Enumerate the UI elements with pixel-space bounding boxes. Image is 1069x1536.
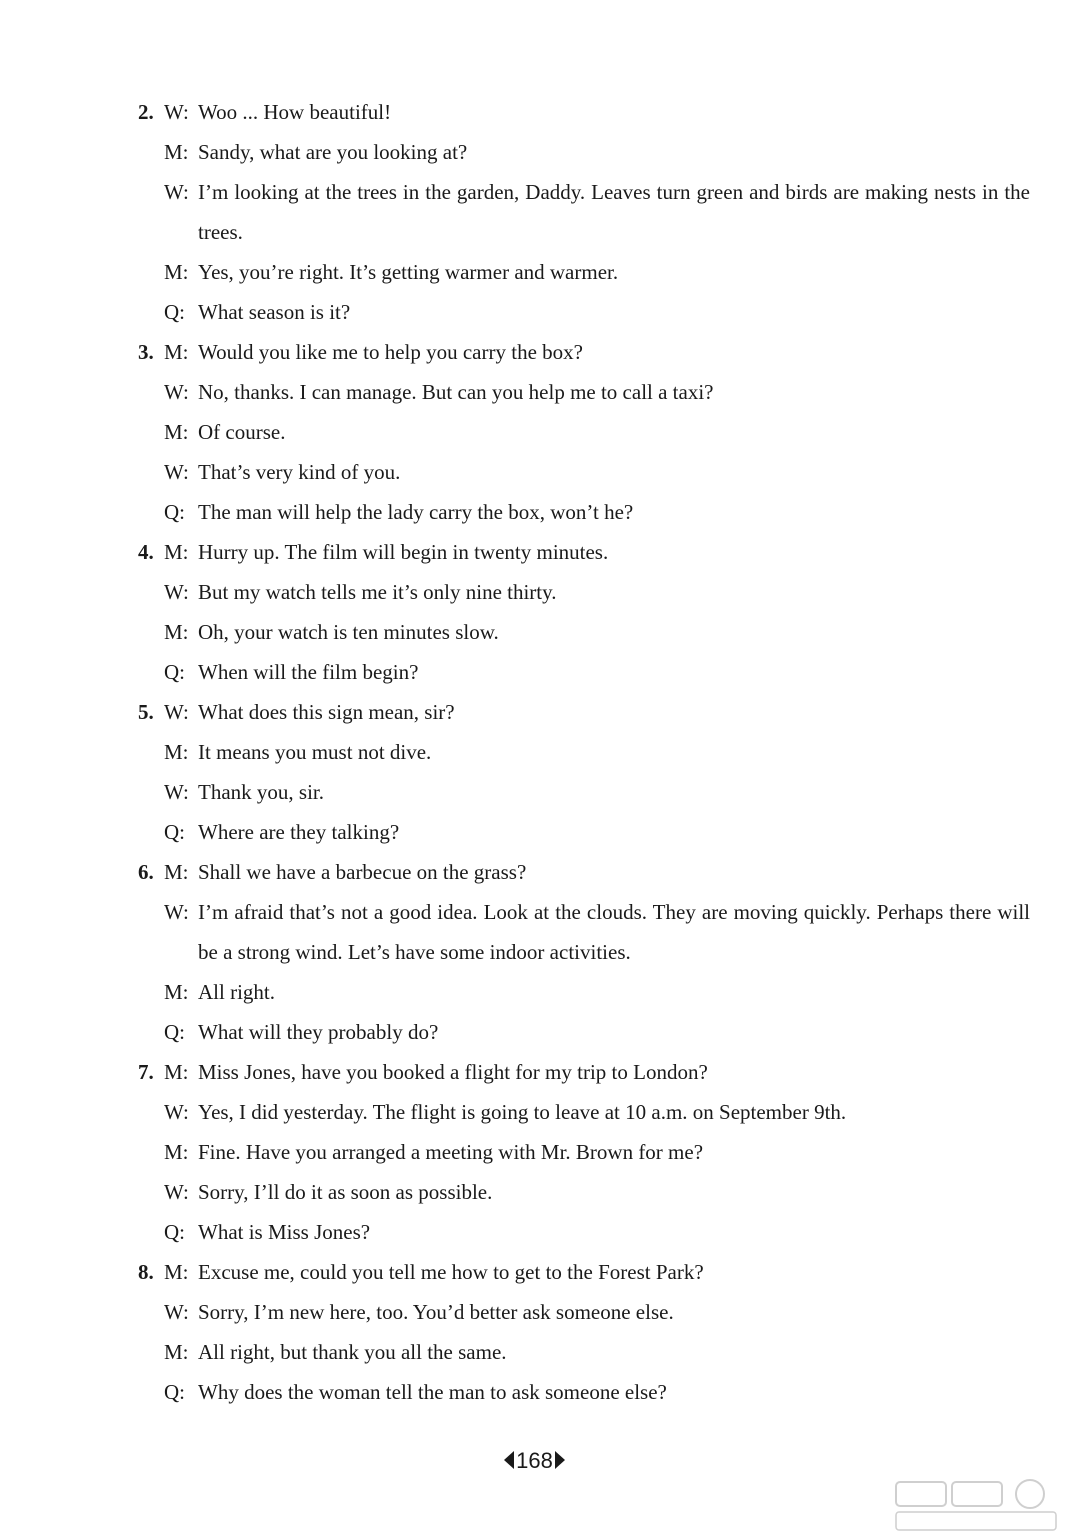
dialogue-line [138, 1292, 1030, 1332]
dialogue-text: Why does the woman tell the man to ask someone else? [198, 1380, 667, 1404]
speaker-label: Q: [164, 1020, 185, 1044]
dialogue-item [138, 332, 1030, 532]
dialogue-line [138, 572, 1030, 612]
dialogue-line [138, 1172, 1030, 1212]
dialogue-text: Yes, I did yesterday. The flight is going to leave at 10 a.m. on September 9th. [198, 1100, 847, 1124]
dialogue-line [138, 92, 1030, 132]
page-number-text: 168 [516, 1448, 553, 1473]
speaker-label: W: [164, 100, 189, 124]
dialogue-item [138, 92, 1030, 332]
speaker-label: M: [164, 260, 189, 284]
dialogue-text: When will the film begin? [198, 660, 419, 684]
speaker-label: M: [164, 1340, 189, 1364]
dialogue-text: No, thanks. I can manage. But can you help me to call a taxi? [198, 380, 714, 404]
speaker-label: M: [164, 420, 189, 444]
dialogue-line [138, 1132, 1030, 1172]
dialogue-text: Woo ... How beautiful! [198, 100, 392, 124]
dialogue-line [138, 772, 1030, 812]
dialogue-text: Hurry up. The film will begin in twenty minutes. [198, 540, 609, 564]
speaker-label: M: [164, 140, 189, 164]
speaker-label: M: [164, 620, 189, 644]
dialogue-line [138, 532, 1030, 572]
dialogue-line [138, 1052, 1030, 1092]
speaker-label: M: [164, 860, 189, 884]
dialogue-line [138, 492, 1030, 532]
dialogue-text: All right, but thank you all the same. [198, 1340, 507, 1364]
dialogue-line [138, 452, 1030, 492]
dialogue-line [138, 732, 1030, 772]
speaker-label: Q: [164, 1220, 185, 1244]
dialogue-line [138, 652, 1030, 692]
dialogue-text: Would you like me to help you carry the box? [198, 340, 583, 364]
watermark-logo [892, 1478, 1062, 1534]
dialogue-text: Of course. [198, 420, 286, 444]
question-number: 6. [138, 860, 154, 884]
speaker-label: M: [164, 540, 189, 564]
dialogue-text: Sorry, I’m new here, too. You’d better ask someone else. [198, 1300, 674, 1324]
dialogue-text: Oh, your watch is ten minutes slow. [198, 620, 499, 644]
speaker-label: W: [164, 460, 189, 484]
speaker-label: Q: [164, 500, 185, 524]
dialogue-text: It means you must not dive. [198, 740, 432, 764]
dialogue-item [138, 1252, 1030, 1412]
dialogue-line [138, 1252, 1030, 1292]
dialogue-line [138, 1092, 1030, 1132]
speaker-label: M: [164, 340, 189, 364]
dialogue-line [138, 1332, 1030, 1372]
speaker-label: W: [164, 700, 189, 724]
dialogue-item [138, 852, 1030, 1052]
right-triangle-icon [555, 1451, 565, 1469]
dialogue-text: Excuse me, could you tell me how to get to the Forest Park? [198, 1260, 704, 1284]
dialogue-line [138, 692, 1030, 732]
speaker-label: Q: [164, 1380, 185, 1404]
speaker-label: Q: [164, 300, 185, 324]
dialogue-line [138, 1372, 1030, 1412]
dialogue-text: What season is it? [198, 300, 351, 324]
dialogue-text: Sorry, I’ll do it as soon as possible. [198, 1180, 493, 1204]
dialogue-text: Fine. Have you arranged a meeting with Mr. Brown for me? [198, 1140, 704, 1164]
question-number: 5. [138, 700, 154, 724]
dialogue-line [138, 852, 1030, 892]
dialogue-text: All right. [198, 980, 275, 1004]
speaker-label: W: [164, 180, 189, 204]
dialogue-text: What does this sign mean, sir? [198, 700, 455, 724]
page-number [0, 1448, 1069, 1474]
dialogue-text: That’s very kind of you. [198, 460, 401, 484]
dialogue-text: Where are they talking? [198, 820, 400, 844]
dialogue-text: Sandy, what are you looking at? [198, 140, 468, 164]
dialogue-line [138, 172, 1030, 252]
dialogue-line [138, 972, 1030, 1012]
question-number: 7. [138, 1060, 154, 1084]
speaker-label: W: [164, 900, 189, 924]
dialogue-item [138, 532, 1030, 692]
question-number: 4. [138, 540, 154, 564]
dialogue-item [138, 692, 1030, 852]
dialogue-line [138, 1012, 1030, 1052]
dialogue-text: I’m looking at the trees in the garden, Daddy. Leaves turn green and birds are making nests in the trees. [198, 180, 1030, 244]
speaker-label: W: [164, 580, 189, 604]
question-number: 3. [138, 340, 154, 364]
speaker-label: M: [164, 1060, 189, 1084]
dialogue-line [138, 132, 1030, 172]
dialogue-text: What will they probably do? [198, 1020, 439, 1044]
dialogue-line [138, 412, 1030, 452]
dialogue-text: Shall we have a barbecue on the grass? [198, 860, 527, 884]
dialogue-line [138, 1212, 1030, 1252]
dialogue-line [138, 892, 1030, 972]
listening-transcript [138, 92, 1030, 1412]
dialogue-text: What is Miss Jones? [198, 1220, 371, 1244]
dialogue-text: Thank you, sir. [198, 780, 324, 804]
dialogue-item [138, 1052, 1030, 1252]
speaker-label: W: [164, 1300, 189, 1324]
dialogue-line [138, 372, 1030, 412]
dialogue-line [138, 292, 1030, 332]
speaker-label: M: [164, 980, 189, 1004]
dialogue-text: The man will help the lady carry the box, won’t he? [198, 500, 634, 524]
dialogue-line [138, 812, 1030, 852]
speaker-label: W: [164, 780, 189, 804]
speaker-label: M: [164, 740, 189, 764]
speaker-label: W: [164, 1180, 189, 1204]
dialogue-text: I’m afraid that’s not a good idea. Look at the clouds. They are moving quickly. Perhaps there will be a strong wind. Let’s have some indoor activities. [198, 900, 1030, 964]
dialogue-line [138, 612, 1030, 652]
question-number: 8. [138, 1260, 154, 1284]
left-triangle-icon [504, 1451, 514, 1469]
speaker-label: W: [164, 1100, 189, 1124]
speaker-label: Q: [164, 820, 185, 844]
question-number: 2. [138, 100, 154, 124]
dialogue-text: But my watch tells me it’s only nine thirty. [198, 580, 557, 604]
dialogue-text: Yes, you’re right. It’s getting warmer and warmer. [198, 260, 619, 284]
speaker-label: Q: [164, 660, 185, 684]
speaker-label: M: [164, 1260, 189, 1284]
speaker-label: W: [164, 380, 189, 404]
speaker-label: M: [164, 1140, 189, 1164]
dialogue-line [138, 332, 1030, 372]
dialogue-line [138, 252, 1030, 292]
dialogue-text: Miss Jones, have you booked a flight for my trip to London? [198, 1060, 708, 1084]
